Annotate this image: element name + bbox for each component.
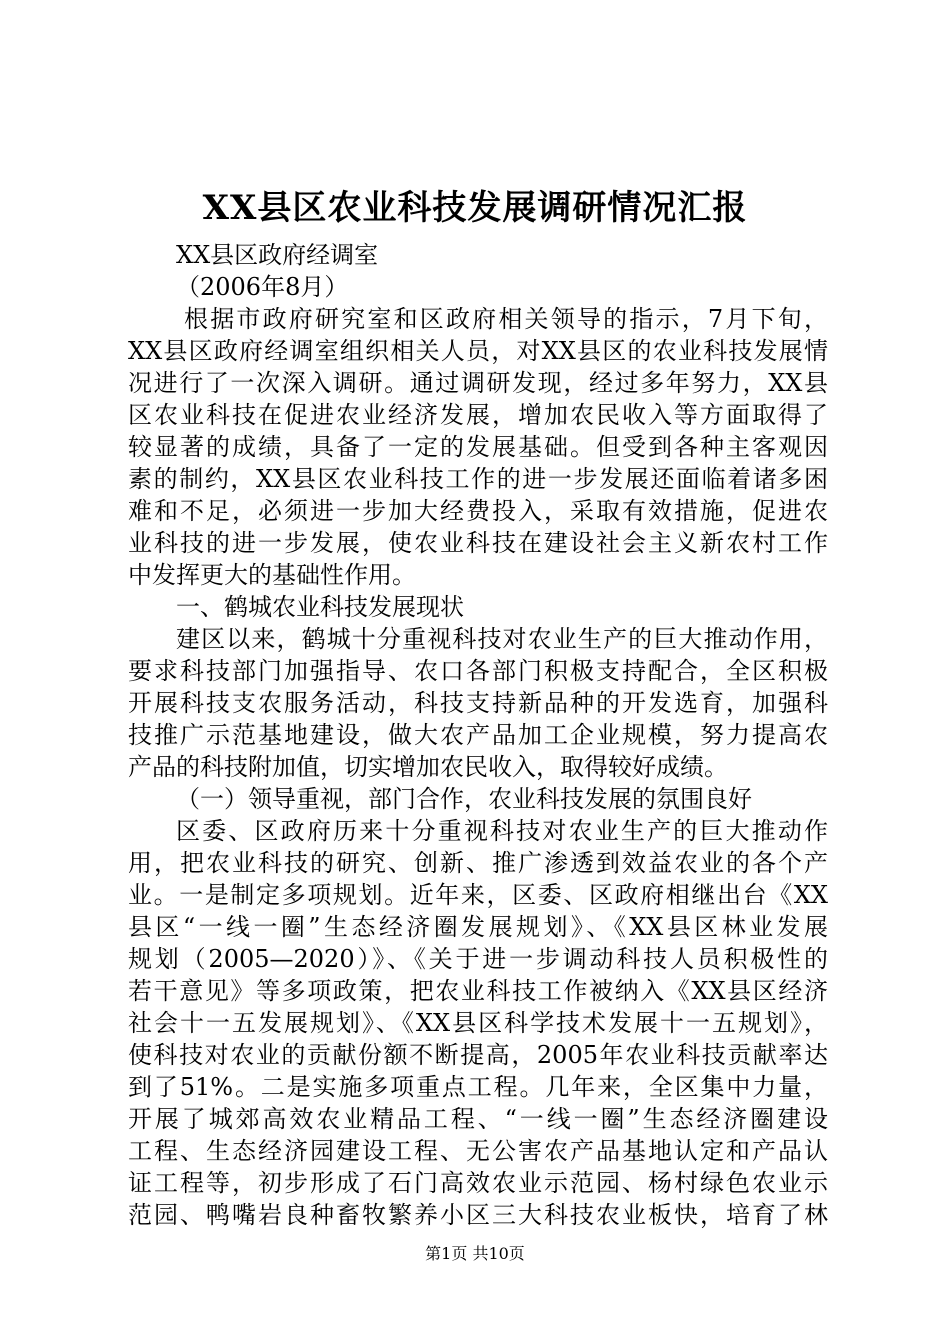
body-line: 证工程等，初步形成了石门高效农业示范园、杨村绿色农业示	[128, 1169, 828, 1197]
section-heading: 一、鹤城农业科技发展现状	[176, 593, 464, 621]
body-line: 范园、鸭嘴岩良种畜牧繁养小区三大科技农业板快，培育了林	[128, 1201, 828, 1229]
date-line: （2006年8月）	[176, 273, 349, 301]
body-line: 县区“一线一圈”生态经济圈发展规划》、《XX县区林业发展	[128, 913, 828, 941]
body-line: 难和不足，必须进一步加大经费投入，采取有效措施，促进农	[128, 497, 828, 525]
body-line: 较显著的成绩，具备了一定的发展基础。但受到各种主客观因	[128, 433, 828, 461]
body-line: 工程、生态经济园建设工程、无公害农产品基地认定和产品认	[128, 1137, 828, 1165]
body-line: 况进行了一次深入调研。通过调研发现，经过多年努力，XX县	[128, 369, 828, 397]
body-line: 素的制约，XX县区农业科技工作的进一步发展还面临着诸多困	[128, 465, 828, 493]
body-line: 建区以来，鹤城十分重视科技对农业生产的巨大推动作用，	[176, 625, 828, 653]
body-line: 技推广示范基地建设，做大农产品加工企业规模，努力提高农	[128, 721, 828, 749]
body-line: 使科技对农业的贡献份额不断提高，2005年农业科技贡献率达	[128, 1041, 828, 1069]
page-footer: 第1页 共10页	[425, 1244, 525, 1263]
body-line: 社会十一五发展规划》、《XX县区科学技术发展十一五规划》，	[128, 1009, 828, 1037]
author-line: XX县区政府经调室	[176, 241, 379, 269]
body-line: 用，把农业科技的研究、创新、推广渗透到效益农业的各个产	[128, 849, 828, 877]
subsection-heading: （一）领导重视，部门合作，农业科技发展的氛围良好	[176, 785, 752, 813]
body-line: 根据市政府研究室和区政府相关领导的指示，7月下旬，	[184, 305, 828, 333]
body-line: 到了51%。二是实施多项重点工程。几年来，全区集中力量，	[128, 1073, 828, 1101]
body-line: 区委、区政府历来十分重视科技对农业生产的巨大推动作	[176, 817, 828, 845]
body-line: 区农业科技在促进农业经济发展，增加农民收入等方面取得了	[128, 401, 828, 429]
body-line: 中发挥更大的基础性作用。	[128, 561, 416, 589]
body-line: 产品的科技附加值，切实增加农民收入，取得较好成绩。	[128, 753, 728, 781]
body-line: 规划（2005—2020）》、《关于进一步调动科技人员积极性的	[128, 945, 828, 973]
body-line: 业科技的进一步发展，使农业科技在建设社会主义新农村工作	[128, 529, 828, 557]
body-line: 要求科技部门加强指导、农口各部门积极支持配合，全区积极	[128, 657, 828, 685]
document-title: XX县区农业科技发展调研情况汇报	[202, 188, 748, 228]
body-line: 开展了城郊高效农业精品工程、“一线一圈”生态经济圈建设	[128, 1105, 828, 1133]
body-line: 若干意见》等多项政策，把农业科技工作被纳入《XX县区经济	[128, 977, 828, 1005]
body-line: 开展科技支农服务活动，科技支持新品种的开发选育，加强科	[128, 689, 828, 717]
body-line: XX县区政府经调室组织相关人员，对XX县区的农业科技发展情	[128, 337, 828, 365]
body-line: 业。一是制定多项规划。近年来，区委、区政府相继出台《XX	[128, 881, 828, 909]
